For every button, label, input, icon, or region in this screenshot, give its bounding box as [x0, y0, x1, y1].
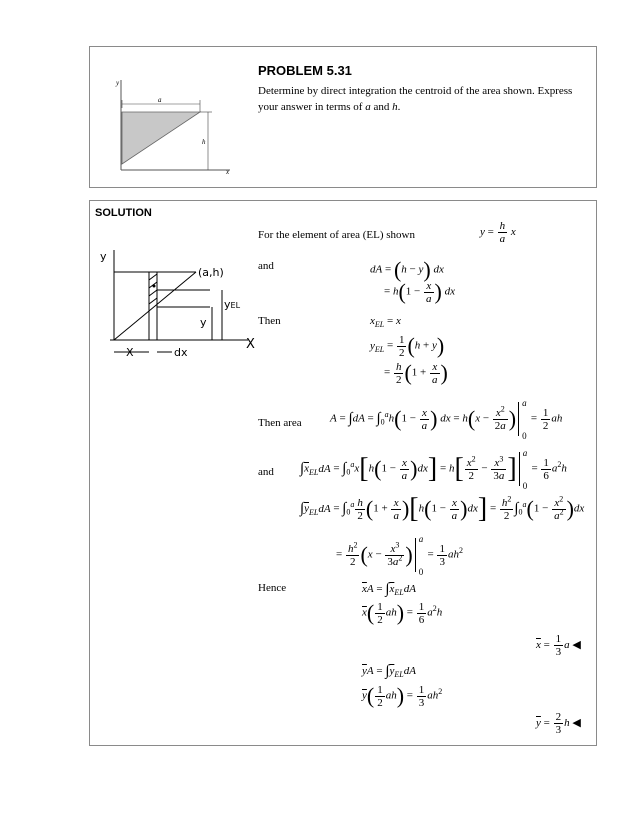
eq-area: $A = \int dA = \int_0^ah(1$ − $\frac{x}{a}$ ) dx = h(x − $\frac{x^2}{2a}$ ) a 0 = $\frac{1}{2}$ ah [330, 398, 563, 441]
eq-y-h-over-a-x: y = $\frac{h}{a}$ x [480, 220, 516, 245]
answer-marker-x: ◀ [572, 639, 581, 652]
fig-a-label: a [158, 96, 162, 104]
sketch-diagonal [114, 272, 196, 340]
fig-y-label: y [116, 79, 120, 87]
triangle-area [122, 112, 200, 164]
sketch-hatch-1 [149, 274, 157, 280]
solution-title: SOLUTION [95, 207, 152, 219]
statement-end: . [397, 101, 401, 113]
problem-title: PROBLEM 5.31 [258, 63, 352, 78]
eq-yel-2: = $\frac{h}{2}$ (1 + $\frac{x}{a}$ ) [384, 360, 448, 386]
sketch-x-label: X [126, 346, 134, 359]
eq-xA-sub: $\overline{x}$( $\frac{1}{2}$ ah) = $\frac{1}{6}$ $a^2h$ [362, 600, 443, 626]
answer-x: $\overline{x}$ = $\frac{1}{3}$ a ◀ [536, 633, 581, 658]
eq-yA: $\overline{y}A = \int\overline{y}_{EL}dA$ [362, 663, 416, 680]
problem-statement-line1: Determine by direct integration the centroid of the area shown. Express [258, 85, 573, 97]
eq-yA-sub: $\overline{y}$( $\frac{1}{2}$ ah) = $\frac{1}{3}$ $ah^2$ [362, 683, 443, 709]
eq-yel-1: $y_{EL}$ = $\frac{1}{2}$ (h + y) [370, 333, 445, 359]
statement-h: h [392, 101, 398, 113]
eq-dA-2: = h(1 − $\frac{x}{a}$ ) dx [384, 279, 455, 305]
sketch-y-label: y [200, 316, 207, 329]
answer-y: $\overline{y}$ = $\frac{2}{3}$ h ◀ [536, 711, 581, 736]
eq-moment-y-1: $\int\overline{y}_{EL}dA = \int_0^a$ $\frac{h}{2}$ (1 + $\frac{x}{a}$ )[h(1 − $\frac{x}{a}$ )dx] = $\frac{h^2}{2}$ $\int_0^a(1$ − $\frac{x^2}{a^2}$ )dx [300, 493, 585, 524]
solution-sketch [100, 240, 260, 370]
fig-h-label: h [202, 138, 206, 146]
sketch-y-axis-label: y [100, 250, 107, 263]
sketch-centroid-dot [153, 285, 156, 288]
label-then: Then [258, 315, 281, 327]
label-hence: Hence [258, 582, 287, 594]
fig-x-label: x [226, 168, 230, 176]
sketch-hatch-4 [149, 298, 157, 304]
label-and-2: and [258, 466, 274, 478]
statement-and: and [370, 101, 393, 113]
statement-text: your answer in terms of [258, 101, 366, 113]
eq-moment-y-2: = $\frac{h^2}{2}$ (x − $\frac{x^3}{3a^2}$ ) a 0 = $\frac{1}{3}$ $ah^2$ [336, 534, 463, 577]
problem-figure [108, 74, 242, 176]
eq-xel: $x_{EL} = x$ [370, 315, 401, 330]
eq-moment-x: $\int\overline{x}_{EL}dA = \int_0^ax[h(1$ − $\frac{x}{a}$ )dx] = h[ $\frac{x^2}{2}$ − $\frac{x^3}{3a}$ ] a 0 = $\frac{1}{6}$ $a^2h$ [300, 448, 567, 491]
answer-marker-y: ◀ [572, 717, 581, 730]
label-then-area: Then area [258, 417, 302, 429]
problem-statement-line2 [258, 101, 400, 113]
eq-dA-1: dA = (h − y) dx [370, 257, 444, 282]
label-element-text: For the element of area (EL) shown [258, 229, 415, 241]
statement-a: a [365, 101, 371, 113]
sketch-hatch-3 [149, 290, 157, 296]
sketch-dx-label: dx [174, 346, 188, 359]
sketch-x-axis-label: X [246, 337, 255, 352]
sketch-yel-label: yEL [224, 298, 241, 311]
label-and-1: and [258, 260, 274, 272]
eq-xA: $\overline{x}A = \int\overline{x}_{EL}dA$ [362, 581, 416, 598]
sketch-point-label: (a,h) [198, 266, 224, 279]
